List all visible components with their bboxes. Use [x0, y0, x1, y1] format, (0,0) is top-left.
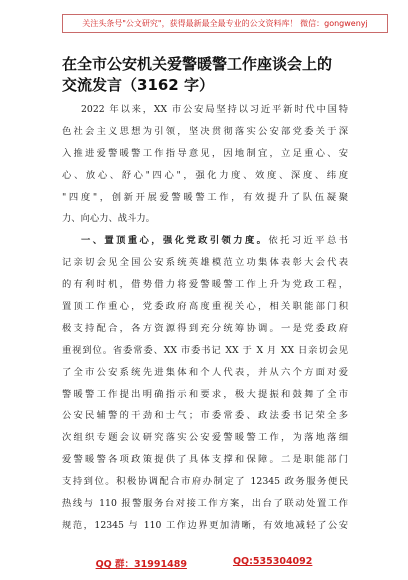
body-line: 公安民辅警的干劲和士气；市委常委、政法委书记荣全多: [62, 410, 348, 422]
title-line-2: 交流发言（3162 字）: [62, 76, 214, 94]
section-heading: 一、置顶重心，强化党政引领力度。: [81, 235, 269, 247]
body-line: 次组织专题会议研究落实公安爱警暖警工作，为落地落细: [62, 432, 348, 444]
qq-group-link[interactable]: QQ 群：31991489: [95, 559, 187, 570]
body-line: 2022 年以来，XX 市公安局坚持以习近平新时代中国特: [81, 104, 348, 115]
body-line: 支持到位。积极协调配合市府办制定了 12345 政务服务便民: [62, 476, 348, 488]
section-heading-line: [62, 230, 348, 252]
body-line: 爱警暖警各项政策提供了具体支撑和保障。二是职能部门: [62, 454, 348, 466]
body-line: 入推进爱警暖警工作指导意见，因地制宜，立足重心、安: [62, 147, 348, 159]
body-line: 极支持配合，各方资源得到充分统筹协调。一是党委政府: [62, 322, 348, 334]
body-line: 的有利时机，借势借力将爱警暖警工作上升为党政工程，: [62, 279, 348, 291]
qq-contact-link[interactable]: QQ:535304092: [232, 556, 313, 567]
body-line-tail: 依托习近平总书: [268, 235, 348, 247]
footer-contact: [0, 556, 408, 572]
body-line: 了全市公安系统先进集体和个人代表，并从六个方面对爱: [62, 366, 348, 378]
body-line: 记亲切会见全国公安系统英雄模范立功集体表彰大会代表: [62, 257, 348, 269]
body-line: 重视到位。省委常委、XX 市委书记 XX 于 X 月 XX 日亲切会见: [62, 344, 348, 356]
body-line: 规范，12345 与 110 工作边界更加清晰，有效地减轻了公安: [62, 519, 348, 531]
body-line: 力、向心力、战斗力。: [62, 213, 155, 225]
title-line-1: 在全市公安机关爱警暖警工作座谈会上的: [62, 55, 333, 73]
body-line: "四度"，创新开展爱警暖警工作，有效提升了队伍凝聚: [62, 191, 348, 203]
body-line: 警暖警工作提出明确指示和要求，极大提振和鼓舞了全市: [62, 388, 348, 400]
body-line: 热线与 110 报警服务台对接工作方案，出台了联动处置工作: [62, 498, 348, 510]
document-body: [62, 99, 348, 559]
body-line: 色社会主义思想为引领，坚决贯彻落实公安部党委关于深: [62, 125, 348, 137]
body-line: 置顶工作重心，党委政府高度重视关心，相关职能部门积: [62, 301, 348, 313]
header-banner: 关注头条号"公文研究"，获得最新最全最专业的公文资料库！ 微信：gongwenyj: [62, 14, 388, 33]
body-line: 心、放心、舒心"四心"，强化力度、效度、深度、纬度: [62, 169, 348, 181]
